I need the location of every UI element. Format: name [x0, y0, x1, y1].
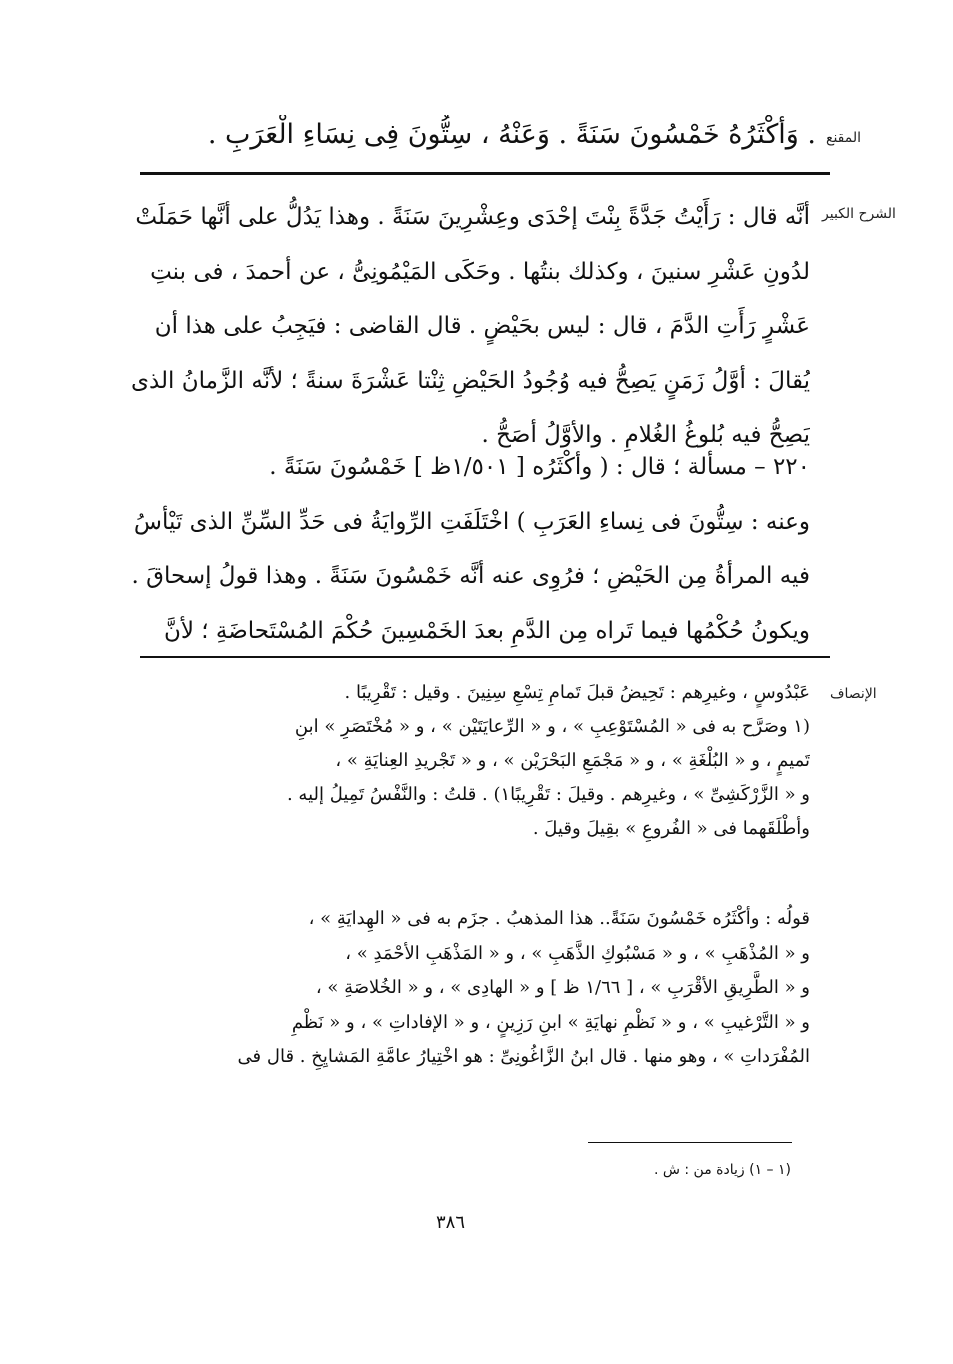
insaf-line: وأطْلَقَهما فى « الفُروعِ » بقِيلَ وقيلَ .	[532, 818, 810, 839]
insaf-paragraph-1	[130, 676, 810, 846]
insaf-line: و « الزَّرْكَشِىِّ » ، وغيرِهم . وقيلَ : تَقْرِيبًا١) . قلتُ : والنَّفْسُ تَمِيلُ إليه .	[286, 784, 810, 805]
insaf-line: و « الطَّرِيقِ الأقْرَبِ » ، [ ١/٦٦ ظ ] و « الهادِى » ، و « الخُلاصَةِ » ،	[315, 977, 810, 998]
middle-divider	[140, 656, 830, 658]
sharh-paragraph-1	[130, 190, 810, 463]
sharh-line: ٢٢٠ – مسألة ؛ قال : ( وأكْثَرُه [ ١/٥٠١ظ ] خَمْسُونَ سَنَةً .	[269, 454, 810, 480]
insaf-line: و « المُذْهَبِ » ، و « مَسْبُوكِ الذَّهَبِ » ، و « المَذْهَبِ الأحْمَدِ » ،	[345, 942, 810, 964]
sharh-line: عَشْرٍ رَأَتِ الدَّمَ ، قال : ليس بحَيْضٍ . قال القاضى : فيَجِبُ على هذا أن	[154, 313, 810, 339]
insaf-label: الإنصاف	[830, 686, 877, 702]
insaf-line: تَميمٍ ، و « البُلْغَةِ » ، و « مَجْمَعِ البَحْرَيْن » ، و « تَجْريدِ العِنايَةِ » ،	[335, 750, 810, 771]
insaf-line: عَبْدُوسٍ ، وغيرِهم : تَحِيضُ قبلَ تَمامِ تِسْعِ سِنِينَ . وقيل : تَقْرِيبًا .	[344, 682, 810, 703]
footnote: (١ – ١) زيادة من : ش .	[653, 1162, 791, 1178]
insaf-line: قولُه : وأكْثَرُه خَمْسُونَ سَنَةً.. هذا المذهبُ . جزَم به فى « الهِدايَةِ » ،	[308, 908, 810, 929]
sharh-line: أنَّه قال : رَأَيْتُ جَدَّةً بِنْتَ إحْدَى وعِشْرِينَ سَنَةً . وهذا يَدُلُّ على أنَّها حَمَلَتْ	[135, 204, 810, 230]
sharh-line: يُقالَ : أوَّلُ زَمَنٍ يَصِحُّ فيه وُجُودُ الحَيْضِ ثِنْتا عَشْرَةَ سنةً ؛ لأنَّه الزَّمانُ الذى	[130, 367, 810, 394]
muqni-text-block	[180, 115, 816, 155]
insaf-line: و « التَّرْغيبِ » ، و « نَظْمِ نهايَةِ » ابنِ رَزِينٍ ، و « الإفاداتِ » ، و « نَظْمِ	[291, 1011, 810, 1033]
sharh-paragraph-2	[130, 440, 810, 658]
page-number: ٣٨٦	[436, 1212, 466, 1233]
sharh-line: لدُونِ عَشْرِ سنينَ ، وكذلك بنتُها . وحَكَى المَيْمُونِىُّ ، عن أحمدَ ، فى بنتِ	[150, 258, 810, 285]
sharh-line: وعنه : سِتُّونَ فى نِساءِ العَرَبِ ) اخْتَلَفَتِ الرِّوايَةُ فى حَدِّ السِّنِّ الذى تَيْأسُ	[133, 508, 810, 535]
muqni-line: . وَأَكْثَرُهُ خَمْسُونَ سَنَةً . وَعَنْهُ ، سِتُّونَ فِى نِسَاءِ الْعَرَبِ .	[207, 119, 816, 150]
footnote-divider	[588, 1142, 792, 1143]
sharh-line: يَصِحُّ فيه بُلوغُ الغُلامِ . والأوَّلُ أصَحُّ .	[481, 422, 810, 448]
muqni-label: المقنع	[826, 130, 862, 146]
insaf-line: (١ وصَرَّح به فى « المُسْتَوْعِبِ » ، و « الرِّعايَتَيْن » ، و « مُخْتَصَرِ » ابنِ	[294, 716, 810, 737]
sharh-line: فيه المرأةُ مِن الحَيْضِ ؛ فرُوِى عنه أنَّه خَمْسُونَ سَنَةً . وهذا قولُ إسحاقَ .	[131, 563, 810, 589]
insaf-paragraph-2	[130, 902, 810, 1075]
sharh-label: الشرح الكبير	[822, 206, 896, 222]
sharh-line: ويكونُ حُكْمُها فيما تَراه مِن الدَّمِ بعدَ الخَمْسِينَ حُكْمَ المُسْتَحاضَةِ ؛ لأنَّ	[163, 617, 810, 644]
insaf-line: المُفْرَداتِ » ، وهو منها . قال ابنُ الزَّاغُونِىِّ : هو اخْتِيارُ عامَّةِ المَشايِخِ . قال فى	[237, 1046, 810, 1067]
top-divider	[140, 172, 830, 175]
